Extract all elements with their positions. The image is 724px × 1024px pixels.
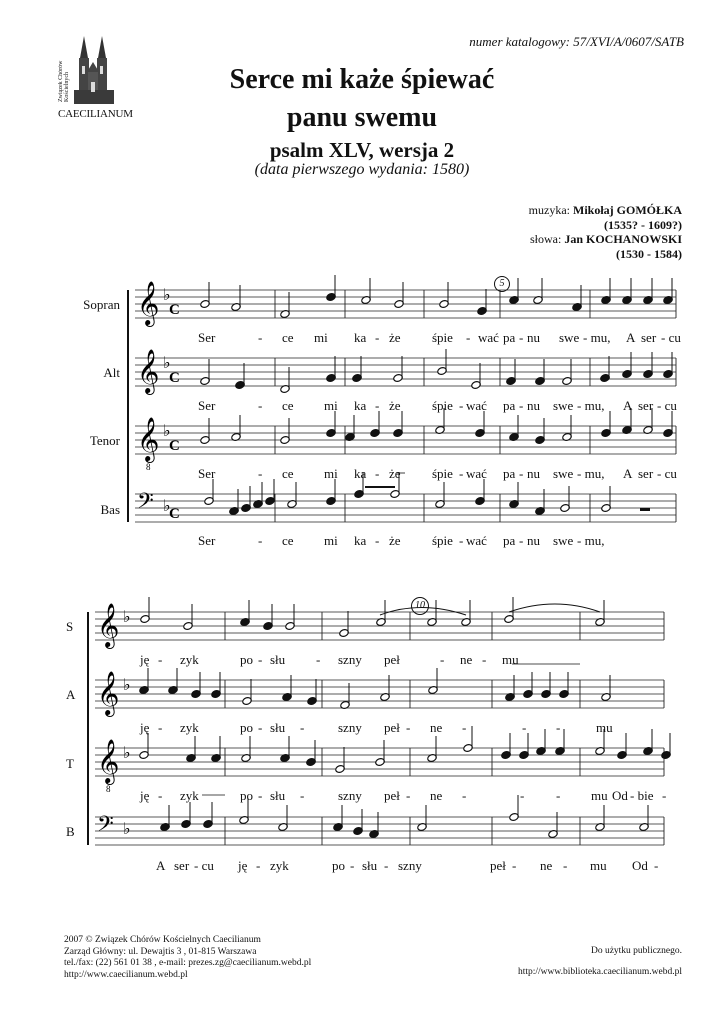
lyric: słu [270,788,286,803]
lyric: ka [354,466,367,481]
lyric: ne [430,720,443,735]
lyric: - [556,788,561,803]
lyric: swe [559,330,580,345]
lyric: swe [553,533,574,548]
lyric: - [519,533,524,548]
lyric: - bie [630,788,654,803]
bass-clef-icon: 𝄢 [97,812,114,842]
time-signature-c: C [169,302,180,318]
lyric: szny [398,858,422,873]
logo-vertical-text: Związek Chórów Kościelnych [58,60,70,102]
footer-link[interactable]: http://www.caecilianum.webd.pl [64,969,188,980]
lyric: śpie [432,398,453,413]
footer-line: Zarząd Główny: ul. Dewajtis 3 , 01-815 Warszawa [64,946,257,957]
lyric: słu [270,652,286,667]
lyric: że [389,533,401,548]
lyric: mu [591,788,608,803]
lyric: - [462,720,467,735]
composer-credit: muzyka: Mikołaj GOMÓŁKA (1535? - 1609?) [528,203,682,232]
lyric: A [156,858,166,873]
lyric: - [466,330,471,345]
octave-mark: 8 [106,784,111,794]
lyric: - [563,858,568,873]
lyric: - mu, [577,533,605,548]
title-line-2: panu swemu [286,102,438,133]
lyric: nu [527,330,540,345]
lyric: nu [527,398,540,413]
lyric: zyk [180,652,199,667]
lyric: ser [641,330,657,345]
treble-clef-icon: 𝄞 [97,671,120,715]
lyric: - [258,330,263,345]
lyric: - mu, [577,398,605,413]
lyric: - [258,398,263,413]
lyric: nu [527,466,540,481]
lyric: szny [338,720,362,735]
footer-publisher [64,935,311,981]
lyric: mu [502,652,519,667]
lyric: A [623,466,633,481]
lyric: ka [354,533,367,548]
lyric: - [375,330,380,345]
lyric: zyk [180,720,199,735]
lyric: Od [632,858,648,873]
time-signature-c: C [169,506,180,522]
flat-icon: ♭ [123,819,131,838]
lyric: mi [324,533,338,548]
rest-icon [640,508,650,511]
lyric: - cu [657,466,677,481]
lyric: że [389,330,401,345]
lyric: ję [140,652,150,667]
flat-icon: ♭ [163,285,171,304]
time-signature-c: C [169,370,180,386]
lyric: - [520,788,525,803]
lyric: Ser [198,466,216,481]
treble-clef-icon: 𝄞 [137,281,160,325]
lyric: - [258,720,263,735]
lyric: ce [282,533,294,548]
lyric: pa [503,466,516,481]
lyric: mu [596,720,613,735]
lyric: śpie [432,533,453,548]
lyric: mi [324,466,338,481]
lyric: ce [282,466,294,481]
subtitle: psalm XLV, wersja 2 [269,138,455,162]
catalog-number: numer katalogowy: 57/XVI/A/0607/SATB [469,34,684,49]
measure-number-5: 5 [494,276,510,292]
lyric: peł [384,720,400,735]
part-label-t: T [66,756,74,771]
lyric: - [375,398,380,413]
lyric: po [240,720,253,735]
treble-clef-icon: 𝄞 [97,603,120,647]
lyric: - cu [194,858,214,873]
lyric: - [258,466,263,481]
flat-icon: ♭ [163,353,171,372]
part-label-alt: Alt [103,365,120,380]
part-label-bas: Bas [100,502,120,517]
lyric: ser [174,858,190,873]
lyric: zyk [270,858,289,873]
lyric: ka [354,330,367,345]
lyric: - [406,788,411,803]
lyric: - [556,720,561,735]
lyric: mi [324,398,338,413]
lyric: słu [362,858,378,873]
lyric: - [258,788,263,803]
lyric: wać [466,398,487,413]
lyric: swe [553,398,574,413]
title-line-1: Serce mi każe śpiewać [229,64,495,95]
lyric: A [623,398,633,413]
lyric: - [158,652,163,667]
lyric: mi [314,330,328,345]
lyric: szny [338,652,362,667]
lyric: - [375,533,380,548]
octave-mark: 8 [146,462,151,472]
part-label-sopran: Sopran [83,297,120,312]
lyric: pa [503,398,516,413]
poet-credit: słowa: Jan KOCHANOWSKI (1530 - 1584) [529,232,682,261]
lyric: ję [238,858,248,873]
lyric: mu [590,858,607,873]
part-label-s: S [66,619,74,634]
lyric: szny [338,788,362,803]
footer-line: Do użytku publicznego. [590,946,682,956]
lyric: pa [503,533,516,548]
footer-license [518,945,682,979]
lyric: - [316,652,321,667]
lyric: ce [282,398,294,413]
treble-clef-icon: 𝄞 [137,417,160,461]
lyric: ne [430,788,443,803]
lyric: - [462,788,467,803]
lyric: peł [384,788,400,803]
part-label-a: A [66,687,76,702]
lyric: po [240,788,253,803]
time-signature-c: C [169,438,180,454]
lyric: - [258,533,263,548]
first-publication: (data pierwszego wydania: 1580) [254,161,470,178]
part-label-tenor: Tenor [89,433,120,448]
lyric: - [662,788,667,803]
lyric: Ser [198,398,216,413]
lyric: że [389,398,401,413]
lyric: wać [466,466,487,481]
lyric: - [522,720,527,735]
lyric: ce [282,330,294,345]
measure-number-10: 10 [411,597,429,615]
lyric: peł [490,858,506,873]
lyric: - [440,652,445,667]
lyric: Ser [198,330,216,345]
lyric: słu [270,720,286,735]
lyric: - [512,858,517,873]
lyric: - [459,533,464,548]
bass-clef-icon: 𝄢 [137,489,154,519]
lyric: ser [638,466,654,481]
lyric: Ser [198,533,216,548]
lyric: po [240,652,253,667]
lyric: - [375,466,380,481]
lyric: Od [612,788,628,803]
lyric: - [258,652,263,667]
lyric: - [459,466,464,481]
lyric: - [482,652,487,667]
lyric: ne [460,652,473,667]
lyric: ję [140,788,150,803]
lyric: - cu [661,330,681,345]
lyric: - [384,858,389,873]
lyric: - mu, [577,466,605,481]
lyric: po [332,858,345,873]
lyric: ser [638,398,654,413]
lyric: - [519,466,524,481]
lyric: zyk [180,788,199,803]
lyric: - [256,858,261,873]
flat-icon: ♭ [123,743,131,762]
footer-link[interactable]: http://www.biblioteka.caecilianum.webd.pl [517,967,682,977]
lyric: - [406,720,411,735]
lyric: nu [527,533,540,548]
lyric: A [626,330,636,345]
flat-icon: ♭ [123,675,131,694]
lyric: - cu [657,398,677,413]
lyric: śpie [432,466,453,481]
lyric: - [300,720,305,735]
lyric: - [654,858,659,873]
lyric: wać [466,533,487,548]
lyric: - mu, [583,330,611,345]
lyric: wać [478,330,499,345]
lyric: peł [384,652,400,667]
flat-icon: ♭ [123,607,131,626]
footer-line: 2007 © Związek Chórów Kościelnych Caecilianum [64,935,261,945]
lyric: - [519,330,524,345]
lyric: - [459,398,464,413]
treble-clef-icon: 𝄞 [137,349,160,393]
lyric: że [389,466,401,481]
lyric: ne [540,858,553,873]
lyric: - [300,788,305,803]
lyric: ję [140,720,150,735]
footer-line: tel./fax: (22) 561 01 38 , e-mail: prezes.zg@caecilianum.webd.pl [64,958,312,968]
lyric: swe [553,466,574,481]
treble-clef-icon: 𝄞 [97,739,120,783]
lyric: - [158,720,163,735]
lyric: ka [354,398,367,413]
lyric: śpie [432,330,453,345]
logo-name: CAECILIANUM [58,108,133,120]
flat-icon: ♭ [163,496,171,515]
lyric: - [519,398,524,413]
lyric: pa [503,330,516,345]
lyric: - [158,788,163,803]
flat-icon: ♭ [163,421,171,440]
lyric: - [350,858,355,873]
part-label-b: B [66,824,75,839]
tie-icon [509,604,600,612]
